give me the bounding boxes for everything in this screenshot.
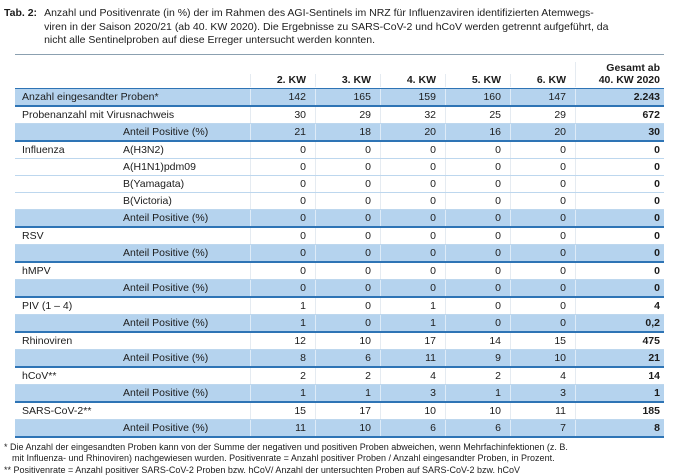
cell-kw3: 0 bbox=[315, 245, 380, 261]
row-label bbox=[22, 280, 123, 296]
cell-kw6: 7 bbox=[510, 420, 575, 436]
cell-kw3: 1 bbox=[315, 385, 380, 401]
cell-kw3: 0 bbox=[315, 263, 380, 279]
cell-kw5: 6 bbox=[445, 420, 510, 436]
cell-kw6: 3 bbox=[510, 385, 575, 401]
cell-gesamt: 30 bbox=[575, 124, 664, 140]
cell-kw2: 30 bbox=[250, 107, 315, 123]
cell-kw3: 18 bbox=[315, 124, 380, 140]
cell-kw5: 1 bbox=[445, 385, 510, 401]
row-sublabel: B(Victoria) bbox=[123, 194, 172, 207]
row-label-cell bbox=[15, 315, 250, 331]
cell-kw4: 0 bbox=[380, 228, 445, 244]
row-label-cell bbox=[15, 333, 250, 349]
cell-gesamt: 185 bbox=[575, 403, 664, 419]
cell-gesamt: 0 bbox=[575, 228, 664, 244]
row-label bbox=[22, 124, 123, 140]
cell-kw5: 160 bbox=[445, 89, 510, 105]
row-sublabel: Anteil Positive (%) bbox=[123, 125, 209, 138]
cell-kw4: 0 bbox=[380, 176, 445, 192]
row-label-cell bbox=[15, 368, 250, 384]
row-label: PIV (1 – 4) bbox=[22, 299, 73, 312]
caption-label: Tab. 2: bbox=[4, 7, 38, 19]
cell-kw4: 0 bbox=[380, 142, 445, 158]
row-label bbox=[22, 193, 123, 209]
row-label: Influenza bbox=[22, 143, 65, 156]
row-label-cell bbox=[15, 403, 250, 419]
row-sublabel bbox=[123, 298, 250, 314]
row-label-cell bbox=[15, 420, 250, 436]
cell-kw3: 0 bbox=[315, 315, 380, 331]
cell-kw5: 0 bbox=[445, 176, 510, 192]
cell-kw6: 20 bbox=[510, 124, 575, 140]
row-sublabel: A(H3N2) bbox=[123, 143, 164, 156]
cell-kw5: 10 bbox=[445, 403, 510, 419]
row-label: Probenanzahl mit Virusnachweis bbox=[22, 108, 175, 121]
cell-gesamt: 1 bbox=[575, 385, 664, 401]
header-col-kw3: 3. KW bbox=[315, 74, 380, 87]
cell-kw4: 0 bbox=[380, 210, 445, 226]
cell-gesamt: 0 bbox=[575, 263, 664, 279]
cell-kw4: 1 bbox=[380, 315, 445, 331]
row-label: hMPV bbox=[22, 264, 51, 277]
cell-kw2: 0 bbox=[250, 263, 315, 279]
cell-kw2: 8 bbox=[250, 350, 315, 366]
row-label-cell bbox=[15, 193, 250, 209]
row-label bbox=[22, 420, 123, 436]
row-label-cell bbox=[15, 228, 250, 244]
cell-kw5: 0 bbox=[445, 298, 510, 314]
row-label-cell bbox=[15, 350, 250, 366]
cell-kw3: 0 bbox=[315, 298, 380, 314]
row-label-cell bbox=[15, 124, 250, 140]
caption-line-1: Anzahl und Positivenrate (in %) der im Rahmen des AGI-Sentinels im NRZ für Influenzaviren identifizierten Atemwegs- bbox=[44, 7, 594, 19]
cell-kw2: 11 bbox=[250, 420, 315, 436]
row-label bbox=[22, 176, 123, 192]
cell-kw5: 0 bbox=[445, 263, 510, 279]
table-row bbox=[15, 368, 664, 385]
cell-kw4: 159 bbox=[380, 89, 445, 105]
cell-kw4: 17 bbox=[380, 333, 445, 349]
cell-gesamt: 475 bbox=[575, 333, 664, 349]
cell-gesamt: 21 bbox=[575, 350, 664, 366]
cell-kw5: 0 bbox=[445, 210, 510, 226]
cell-kw6: 11 bbox=[510, 403, 575, 419]
cell-kw5: 0 bbox=[445, 193, 510, 209]
cell-kw6: 0 bbox=[510, 245, 575, 261]
row-sublabel: Anteil Positive (%) bbox=[123, 281, 209, 294]
row-sublabel bbox=[123, 228, 250, 244]
row-sublabel: Anteil Positive (%) bbox=[123, 316, 209, 329]
cell-kw3: 0 bbox=[315, 280, 380, 296]
cell-kw4: 3 bbox=[380, 385, 445, 401]
cell-kw6: 29 bbox=[510, 107, 575, 123]
cell-kw4: 4 bbox=[380, 368, 445, 384]
cell-kw4: 10 bbox=[380, 403, 445, 419]
cell-kw2: 21 bbox=[250, 124, 315, 140]
cell-kw5: 0 bbox=[445, 159, 510, 175]
cell-kw4: 1 bbox=[380, 298, 445, 314]
cell-kw2: 0 bbox=[250, 280, 315, 296]
cell-kw2: 12 bbox=[250, 333, 315, 349]
cell-kw5: 2 bbox=[445, 368, 510, 384]
cell-kw3: 0 bbox=[315, 210, 380, 226]
header-gesamt-line1: Gesamt ab bbox=[606, 61, 660, 74]
cell-kw6: 0 bbox=[510, 142, 575, 158]
caption-line-2: viren in der Saison 2020/21 (ab 40. KW 2020). Die Ergebnisse zu SARS-CoV-2 und hCoV werden getrennt aufgeführt, da bbox=[44, 20, 609, 33]
cell-gesamt: 14 bbox=[575, 368, 664, 384]
row-label-cell bbox=[15, 142, 250, 158]
cell-kw2: 142 bbox=[250, 89, 315, 105]
data-table bbox=[15, 54, 664, 438]
header-col-kw5: 5. KW bbox=[445, 74, 510, 87]
table-row bbox=[15, 142, 664, 159]
cell-kw6: 147 bbox=[510, 89, 575, 105]
table-body bbox=[15, 89, 664, 438]
cell-kw3: 0 bbox=[315, 159, 380, 175]
cell-kw6: 0 bbox=[510, 193, 575, 209]
cell-kw3: 10 bbox=[315, 420, 380, 436]
row-label: Anzahl eingesandter Proben* bbox=[22, 90, 159, 103]
row-label bbox=[22, 315, 123, 331]
table-row bbox=[15, 263, 664, 280]
cell-kw6: 0 bbox=[510, 298, 575, 314]
cell-kw5: 0 bbox=[445, 315, 510, 331]
row-label: RSV bbox=[22, 229, 44, 242]
cell-kw3: 17 bbox=[315, 403, 380, 419]
cell-gesamt: 0 bbox=[575, 193, 664, 209]
cell-kw4: 0 bbox=[380, 263, 445, 279]
table-row bbox=[15, 280, 664, 298]
cell-kw5: 25 bbox=[445, 107, 510, 123]
row-label bbox=[22, 159, 123, 175]
cell-kw3: 0 bbox=[315, 142, 380, 158]
row-label: SARS-CoV-2** bbox=[22, 404, 92, 417]
row-sublabel bbox=[123, 89, 250, 105]
row-label bbox=[22, 210, 123, 226]
cell-kw2: 1 bbox=[250, 385, 315, 401]
table-row bbox=[15, 89, 664, 107]
row-sublabel: B(Yamagata) bbox=[123, 177, 185, 190]
cell-kw4: 32 bbox=[380, 107, 445, 123]
table-row bbox=[15, 193, 664, 210]
row-label-cell bbox=[15, 176, 250, 192]
table-row bbox=[15, 350, 664, 368]
cell-kw4: 0 bbox=[380, 280, 445, 296]
row-label bbox=[22, 385, 123, 401]
cell-kw6: 0 bbox=[510, 159, 575, 175]
row-label-cell bbox=[15, 245, 250, 261]
cell-kw6: 10 bbox=[510, 350, 575, 366]
cell-gesamt: 0 bbox=[575, 210, 664, 226]
cell-gesamt: 0 bbox=[575, 159, 664, 175]
row-label-cell bbox=[15, 159, 250, 175]
cell-kw4: 0 bbox=[380, 193, 445, 209]
cell-kw2: 0 bbox=[250, 228, 315, 244]
table-row bbox=[15, 403, 664, 420]
row-sublabel: Anteil Positive (%) bbox=[123, 246, 209, 259]
row-label: Rhinoviren bbox=[22, 334, 73, 347]
row-sublabel bbox=[123, 333, 250, 349]
cell-gesamt: 2.243 bbox=[575, 89, 664, 105]
cell-kw2: 0 bbox=[250, 193, 315, 209]
cell-kw4: 6 bbox=[380, 420, 445, 436]
cell-kw3: 10 bbox=[315, 333, 380, 349]
table-row bbox=[15, 385, 664, 403]
row-sublabel bbox=[123, 368, 250, 384]
row-label-cell bbox=[15, 89, 250, 105]
row-sublabel: Anteil Positive (%) bbox=[123, 211, 209, 224]
cell-kw5: 0 bbox=[445, 245, 510, 261]
cell-kw3: 0 bbox=[315, 193, 380, 209]
cell-kw4: 0 bbox=[380, 245, 445, 261]
row-label: hCoV** bbox=[22, 369, 57, 382]
caption-text bbox=[44, 7, 608, 48]
cell-kw6: 4 bbox=[510, 368, 575, 384]
row-label-cell bbox=[15, 210, 250, 226]
table-row bbox=[15, 124, 664, 142]
cell-kw6: 15 bbox=[510, 333, 575, 349]
header-col-kw6: 6. KW bbox=[510, 74, 575, 87]
cell-kw2: 0 bbox=[250, 176, 315, 192]
table-row bbox=[15, 176, 664, 193]
table-row bbox=[15, 333, 664, 350]
cell-kw5: 16 bbox=[445, 124, 510, 140]
cell-kw2: 1 bbox=[250, 298, 315, 314]
header-col-kw2: 2. KW bbox=[250, 74, 315, 87]
row-label bbox=[22, 245, 123, 261]
cell-kw3: 2 bbox=[315, 368, 380, 384]
cell-gesamt: 0 bbox=[575, 142, 664, 158]
caption-line-3: nicht alle Sentinelproben auf diese Erreger untersucht werden konnten. bbox=[44, 34, 376, 46]
cell-kw2: 0 bbox=[250, 210, 315, 226]
table-row bbox=[15, 315, 664, 333]
cell-kw6: 0 bbox=[510, 315, 575, 331]
header-col-gesamt bbox=[575, 62, 664, 87]
cell-kw6: 0 bbox=[510, 228, 575, 244]
table-row bbox=[15, 420, 664, 438]
cell-kw5: 0 bbox=[445, 280, 510, 296]
cell-kw3: 6 bbox=[315, 350, 380, 366]
cell-gesamt: 0,2 bbox=[575, 315, 664, 331]
cell-gesamt: 0 bbox=[575, 176, 664, 192]
table-row bbox=[15, 159, 664, 176]
table-row bbox=[15, 107, 664, 124]
row-sublabel: A(H1N1)pdm09 bbox=[123, 160, 196, 173]
table-row bbox=[15, 245, 664, 263]
row-label-cell bbox=[15, 385, 250, 401]
cell-kw3: 0 bbox=[315, 228, 380, 244]
cell-gesamt: 4 bbox=[575, 298, 664, 314]
cell-gesamt: 8 bbox=[575, 420, 664, 436]
row-sublabel bbox=[123, 403, 250, 419]
cell-kw2: 2 bbox=[250, 368, 315, 384]
cell-kw5: 9 bbox=[445, 350, 510, 366]
footnote-1: * Die Anzahl der eingesandten Proben kann von der Summe der negativen und positiven Proben abweichen, wenn Mehrfachinfektionen (z. B. bbox=[4, 441, 568, 452]
cell-gesamt: 0 bbox=[575, 245, 664, 261]
table-row bbox=[15, 210, 664, 228]
table-row bbox=[15, 298, 664, 315]
cell-kw3: 165 bbox=[315, 89, 380, 105]
cell-kw5: 14 bbox=[445, 333, 510, 349]
row-sublabel: Anteil Positive (%) bbox=[123, 386, 209, 399]
row-label bbox=[22, 350, 123, 366]
table-row bbox=[15, 228, 664, 245]
row-sublabel bbox=[123, 107, 250, 123]
cell-kw2: 0 bbox=[250, 159, 315, 175]
cell-gesamt: 672 bbox=[575, 107, 664, 123]
cell-kw2: 0 bbox=[250, 245, 315, 261]
cell-kw3: 29 bbox=[315, 107, 380, 123]
cell-kw2: 1 bbox=[250, 315, 315, 331]
cell-kw2: 15 bbox=[250, 403, 315, 419]
cell-kw3: 0 bbox=[315, 176, 380, 192]
header-gesamt-line2: 40. KW 2020 bbox=[598, 73, 660, 86]
row-label-cell bbox=[15, 280, 250, 296]
row-label-cell bbox=[15, 298, 250, 314]
cell-kw6: 0 bbox=[510, 280, 575, 296]
cell-kw6: 0 bbox=[510, 210, 575, 226]
cell-kw2: 0 bbox=[250, 142, 315, 158]
cell-kw4: 0 bbox=[380, 159, 445, 175]
cell-kw5: 0 bbox=[445, 142, 510, 158]
table-caption bbox=[0, 0, 678, 48]
row-label-cell bbox=[15, 107, 250, 123]
header-col-kw4: 4. KW bbox=[380, 74, 445, 87]
cell-kw5: 0 bbox=[445, 228, 510, 244]
cell-kw6: 0 bbox=[510, 263, 575, 279]
cell-kw4: 20 bbox=[380, 124, 445, 140]
row-sublabel: Anteil Positive (%) bbox=[123, 351, 209, 364]
footnotes bbox=[4, 442, 672, 476]
cell-kw6: 0 bbox=[510, 176, 575, 192]
footnote-2: ** Positivenrate = Anzahl positiver SARS-CoV-2 Proben bzw. hCoV/ Anzahl der untersuchten Proben auf SARS-CoV-2 bzw. hCoV bbox=[4, 464, 521, 475]
row-label-cell bbox=[15, 263, 250, 279]
table-header bbox=[15, 55, 664, 89]
row-sublabel bbox=[123, 263, 250, 279]
cell-gesamt: 0 bbox=[575, 280, 664, 296]
cell-kw4: 11 bbox=[380, 350, 445, 366]
footnote-1-continued: mit Influenza- und Rhinoviren) nachgewiesen wurden. Positivenrate = Anzahl positiver Proben / Anzahl eingesandter Proben, in Prozent. bbox=[12, 453, 555, 463]
row-sublabel: Anteil Positive (%) bbox=[123, 421, 209, 434]
